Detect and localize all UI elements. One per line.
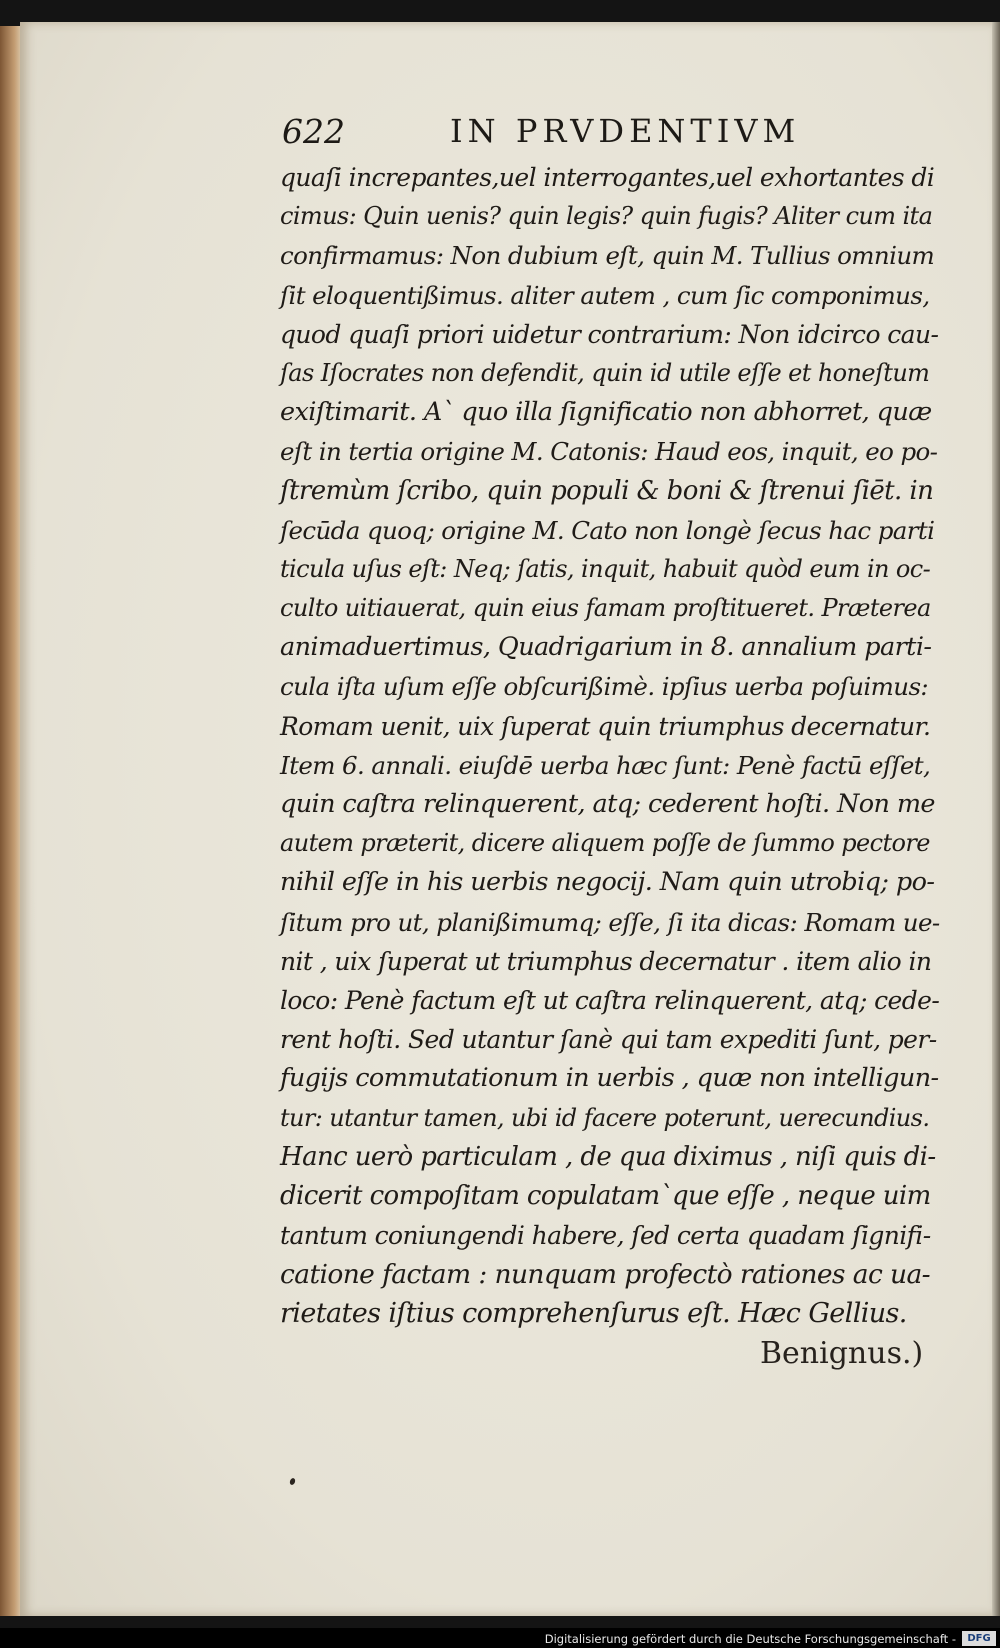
text-line: autem præterit, dicere aliquem poſſe de ſummo pectore [280,829,930,858]
text-line: ſtremùm ſcribo, quin populi & boni & ſtrenui ſiēt. in [280,475,934,506]
page-right-edge [992,22,1000,1616]
text-line: cula iſta uſum eſſe obſcurißimè. ipſius uerba poſuimus: [280,672,929,702]
running-head: IN PRVDENTIVM [450,112,801,150]
text-line: quod quaſi priori uidetur contrarium: Non idcirco cau- [280,319,939,349]
text-line: ticula uſus eſt: Neq; ſatis, inquit, habuit quòd eum in oc- [280,554,931,583]
text-line: ſecūda quoq; origine M. Cato non longè ſecus hac parti [280,515,935,545]
text-line: ſitum pro ut, planißimumq; eſſe, ſi ita dicas: Romam ue- [280,907,940,937]
text-line: quin caſtra relinquerent, atq; cederent hoſti. Non me [280,789,935,819]
page-header [282,112,842,156]
text-line: ſas Iſocrates non defendit, quin id utile eſſe et honeſtum [280,358,930,387]
text-line: dicerit compoſitam copulatam`que eſſe , neque uim [280,1180,931,1211]
text-line: ſit eloquentißimus. aliter autem , cum ſic componimus, [280,280,930,310]
funding-credit: Digitalisierung gefördert durch die Deutsche Forschungsgemeinschaft - [544,1632,956,1646]
text-line: Hanc uerò particulam , de qua diximus , niſi quis di- [280,1141,936,1172]
footer-bar [0,1628,1000,1648]
dfg-logo-icon: DFG [962,1631,996,1646]
text-line: tantum coniungendi habere, ſed certa quadam ſignifi- [280,1221,931,1251]
text-line: culto uitiauerat, quin eius famam proſtitueret. Præterea [280,594,931,623]
text-line: catione factam : nunquam profectò rationes ac ua- [280,1259,931,1291]
text-line: fugijs commutationum in uerbis , quæ non intelligun- [280,1063,939,1094]
text-line: exiſtimarit. A` quo illa ſignificatio non abhorret, quæ [280,397,932,428]
text-line: tur: utantur tamen, ubi id facere poterunt, uerecundius. [280,1103,930,1132]
text-line: rietates iſtius comprehenſurus eſt. Hæc Gellius. [280,1298,907,1330]
body-text [280,158,940,1334]
text-line: Romam uenit, uix ſuperat quin triumphus decernatur. [280,711,931,741]
text-line: cimus: Quin uenis? quin legis? quin fugis? Aliter cum ita [280,202,933,231]
text-line: Item 6. annali. eiuſdē uerba hæc ſunt: Penè factū eſſet, [280,750,931,780]
text-line: quaſi increpantes,uel interrogantes,uel exhortantes di [280,163,935,192]
page-number: 622 [282,112,345,151]
text-line: eſt in tertia origine M. Catonis: Haud eos, inquit, eo po- [280,437,938,467]
text-line: confirmamus: Non dubium eſt, quin M. Tullius omnium [280,241,935,271]
catchword: Benignus.) [760,1336,924,1371]
text-line: nit , uix ſuperat ut triumphus decernatur . item alio in [280,946,932,976]
text-line: animaduertimus, Quadrigarium in 8. annalium parti- [280,632,932,663]
text-line: rent hoſti. Sed utantur ſanè qui tam expediti ſunt, per- [280,1025,937,1055]
text-line: nihil eſſe in his uerbis negocij. Nam quin utrobiq; po- [280,867,935,898]
text-line: loco: Penè factum eſt ut caſtra relinquerent, atq; cede- [280,985,940,1015]
